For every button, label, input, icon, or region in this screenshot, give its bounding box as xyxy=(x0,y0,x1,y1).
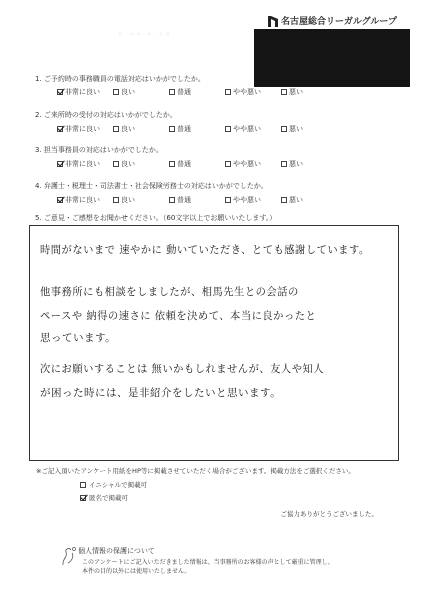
privacy-title: 個人情報の保護について xyxy=(78,547,155,555)
checkbox-icon xyxy=(281,197,287,203)
checkbox-icon xyxy=(57,126,63,132)
question-4-text: 弁護士・税理士・司法書士・社会保険労務士の対応はいかがでしたか。 xyxy=(43,182,268,190)
checkbox-icon xyxy=(169,197,175,203)
consent-option-anonymous[interactable]: 匿名で掲載可 xyxy=(80,493,128,502)
q3-option-somewhat-bad[interactable]: やや悪い xyxy=(225,159,281,169)
q1-option-bad[interactable]: 悪い xyxy=(281,87,337,97)
q2-option-somewhat-bad[interactable]: やや悪い xyxy=(225,124,281,134)
question-3-number: 3. xyxy=(35,146,42,154)
q3-option-normal[interactable]: 普通 xyxy=(169,159,225,169)
checkbox-icon xyxy=(57,197,63,203)
brand-mark-icon xyxy=(268,15,278,27)
checkbox-icon xyxy=(113,89,119,95)
q4-option-good[interactable]: 良い xyxy=(113,195,169,205)
comment-line-3: ペースや 納得の速さに 依頼を決めて、本当に良かったと xyxy=(40,310,317,322)
question-2 xyxy=(35,110,177,120)
checkbox-icon xyxy=(225,126,231,132)
q4-option-normal[interactable]: 普通 xyxy=(169,195,225,205)
checkbox-icon xyxy=(80,495,86,501)
q1-option-somewhat-bad[interactable]: やや悪い xyxy=(225,87,281,97)
q3-option-very-good[interactable]: 非常に良い xyxy=(57,159,113,169)
q1-option-good[interactable]: 良い xyxy=(113,87,169,97)
checkbox-icon xyxy=(281,89,287,95)
checkbox-icon xyxy=(113,126,119,132)
checkbox-icon xyxy=(225,161,231,167)
q1-option-normal[interactable]: 普通 xyxy=(169,87,225,97)
question-4-options xyxy=(57,195,337,205)
comment-line-6: が困った時には、是非紹介をしたいと思います。 xyxy=(40,387,282,399)
checkbox-icon xyxy=(57,161,63,167)
q2-option-very-good[interactable]: 非常に良い xyxy=(57,124,113,134)
checkbox-icon xyxy=(169,89,175,95)
redacted-block xyxy=(254,29,410,87)
question-1-number: 1. xyxy=(35,75,42,83)
checkbox-icon xyxy=(57,89,63,95)
question-3-text: 担当事務員の対応はいかがでしたか。 xyxy=(43,146,163,154)
q4-option-very-good[interactable]: 非常に良い xyxy=(57,195,113,205)
q4-option-somewhat-bad[interactable]: やや悪い xyxy=(225,195,281,205)
comment-line-1: 時間がないまで 速やかに 動いていただき、とても感謝しています。 xyxy=(40,244,370,256)
q2-option-normal[interactable]: 普通 xyxy=(169,124,225,134)
question-4 xyxy=(35,181,268,191)
privacy-text xyxy=(82,558,334,576)
question-3 xyxy=(35,145,163,155)
privacy-line-1: このアンケートにご記入いただきました情報は、当事務所のお客様の声として厳重に管理し、 xyxy=(82,559,334,566)
checkbox-icon xyxy=(169,161,175,167)
question-2-text: ご来所時の受付の対応はいかがでしたか。 xyxy=(43,111,177,119)
q4-option-bad[interactable]: 悪い xyxy=(281,195,337,205)
question-2-options xyxy=(57,124,337,134)
consent-note: ※ご記入頂いたアンケート用紙をHP等に掲載させていただく場合がございます。掲載方法をご選択ください。 xyxy=(36,467,355,475)
privacy-decoration-icon xyxy=(60,545,78,567)
question-1 xyxy=(35,74,205,84)
privacy-line-2: 本件の目的以外には使用いたしません。 xyxy=(82,568,191,575)
question-5 xyxy=(35,213,276,223)
comment-line-2: 他事務所にも相談をしましたが、相馬先生との会話の xyxy=(40,286,299,298)
q3-option-bad[interactable]: 悪い xyxy=(281,159,337,169)
question-1-text: ご予約時の事務職員の電話対応はいかがでしたか。 xyxy=(43,75,205,83)
q2-option-bad[interactable]: 悪い xyxy=(281,124,337,134)
checkbox-icon xyxy=(113,197,119,203)
checkbox-icon xyxy=(169,126,175,132)
consent-option-initial[interactable]: イニシャルで掲載可 xyxy=(80,480,147,489)
question-1-options xyxy=(57,87,337,97)
checkbox-icon xyxy=(113,161,119,167)
question-5-text: ご意見・ご感想をお聞かせください。（60文字以上でお願いいたします。） xyxy=(43,214,277,222)
thanks-message: ご協力ありがとうございました。 xyxy=(280,510,378,518)
checkbox-icon xyxy=(225,197,231,203)
checkbox-icon xyxy=(80,482,86,488)
q3-option-good[interactable]: 良い xyxy=(113,159,169,169)
comment-box[interactable] xyxy=(29,225,399,461)
brand-logo xyxy=(268,14,397,27)
comment-line-5: 次にお願いすることは 無いかもしれませんが、友人や知人 xyxy=(40,363,325,375)
question-3-options xyxy=(57,159,337,169)
checkbox-icon xyxy=(225,89,231,95)
faint-marks: ◦ ◦◦ ◦ ◦◦ xyxy=(118,30,172,39)
question-5-number: 5. xyxy=(35,214,42,222)
question-4-number: 4. xyxy=(35,182,42,190)
q2-option-good[interactable]: 良い xyxy=(113,124,169,134)
question-2-number: 2. xyxy=(35,111,42,119)
q1-option-very-good[interactable]: 非常に良い xyxy=(57,87,113,97)
brand-name: 名古屋総合リーガルグループ xyxy=(281,17,397,27)
checkbox-icon xyxy=(281,161,287,167)
comment-line-4: 思っています。 xyxy=(40,332,117,344)
checkbox-icon xyxy=(281,126,287,132)
